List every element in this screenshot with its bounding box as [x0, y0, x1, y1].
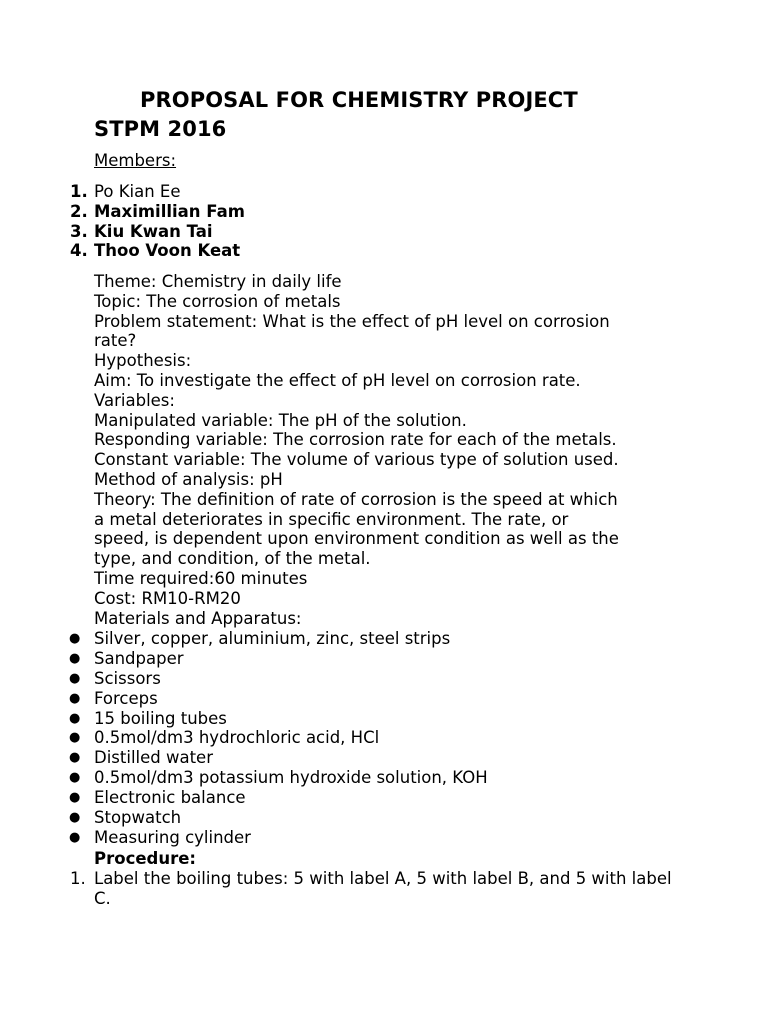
material-text: Electronic balance	[94, 788, 246, 808]
bullet-icon: ●	[69, 790, 81, 806]
bullet-icon: ●	[69, 650, 81, 666]
material-text: Stopwatch	[94, 808, 182, 828]
bullet-icon: ●	[69, 750, 81, 766]
material-text: 15 boiling tubes	[94, 708, 227, 728]
bullet-icon: ●	[69, 770, 81, 786]
material-text: 0.5mol/dm3 potassium hydroxide solution, KOH	[94, 768, 488, 788]
method-line: Method of analysis: pH	[94, 469, 283, 489]
bullet-icon: ●	[69, 690, 81, 706]
proposal-body	[94, 272, 694, 628]
member-number: 4.	[70, 241, 88, 261]
topic-line: Topic: The corrosion of metals	[94, 291, 341, 311]
material-text: Sandpaper	[94, 648, 184, 668]
material-text: Forceps	[94, 688, 158, 708]
theory-line: speed, is dependent upon environment condition as well as the	[94, 529, 619, 549]
cost-line: Cost: RM10-RM20	[94, 588, 241, 608]
material-text: Distilled water	[94, 748, 213, 768]
aim-line: Aim: To investigate the effect of pH level on corrosion rate.	[94, 370, 581, 390]
constant-variable-line: Constant variable: The volume of various type of solution used.	[94, 450, 619, 470]
theory-line: a metal deteriorates in specific environment. The rate, or	[94, 509, 569, 529]
members-heading: Members:	[94, 151, 177, 170]
step-number: 1.	[70, 869, 86, 888]
problem-statement-line: Problem statement: What is the effect of pH level on corrosion	[94, 311, 610, 331]
bullet-icon: ●	[69, 829, 81, 845]
responding-variable-line: Responding variable: The corrosion rate for each of the metals.	[94, 430, 617, 450]
step-text: Label the boiling tubes: 5 with label A, 5 with label B, and 5 with label C.	[94, 869, 672, 908]
bullet-icon: ●	[69, 710, 81, 726]
bullet-icon: ●	[69, 730, 81, 746]
theme-line: Theme: Chemistry in daily life	[94, 272, 342, 291]
bullet-icon: ●	[69, 810, 81, 826]
theory-line: type, and condition, of the metal.	[94, 549, 371, 569]
hypothesis-line: Hypothesis:	[94, 351, 192, 371]
procedure-heading: Procedure:	[94, 849, 197, 868]
member-name: Kiu Kwan Tai	[94, 221, 213, 241]
problem-statement-line: rate?	[94, 331, 137, 351]
title-line-1: PROPOSAL FOR CHEMISTRY PROJECT	[140, 88, 578, 112]
title-line-2: STPM 2016	[94, 117, 227, 141]
member-name: Po Kian Ee	[94, 182, 181, 201]
member-number: 3.	[70, 221, 88, 241]
member-number: 1.	[70, 182, 88, 201]
material-text: 0.5mol/dm3 hydrochloric acid, HCl	[94, 728, 380, 748]
member-name: Maximillian Fam	[94, 201, 245, 221]
materials-heading: Materials and Apparatus:	[94, 608, 302, 628]
variables-heading: Variables:	[94, 390, 175, 410]
theory-line: Theory: The definition of rate of corrosion is the speed at which	[94, 489, 618, 509]
bullet-icon: ●	[69, 670, 81, 686]
document-title	[94, 86, 694, 144]
time-line: Time required:60 minutes	[94, 568, 308, 588]
member-number: 2.	[70, 201, 88, 221]
material-text: Measuring cylinder	[94, 827, 251, 847]
bullet-icon: ●	[69, 631, 81, 646]
material-text: Silver, copper, aluminium, zinc, steel strips	[94, 629, 451, 648]
member-name: Thoo Voon Keat	[94, 241, 241, 261]
material-text: Scissors	[94, 668, 161, 688]
manipulated-variable-line: Manipulated variable: The pH of the solution.	[94, 410, 467, 430]
